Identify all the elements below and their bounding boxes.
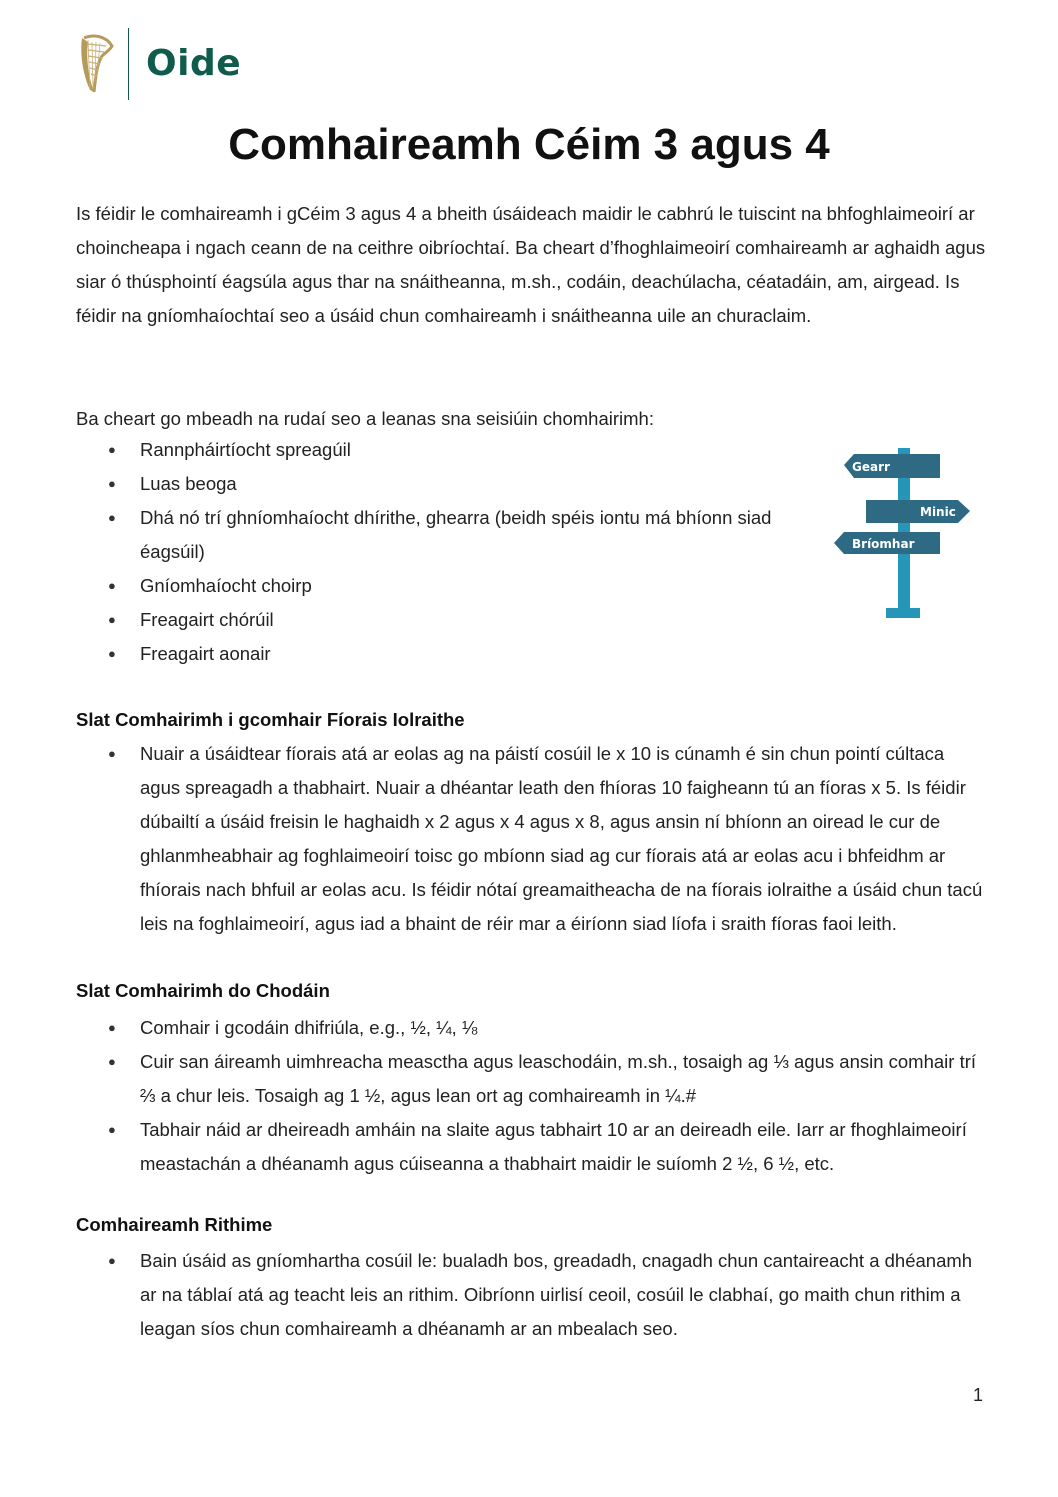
list-item: ● Comhair i gcodáin dhifriúla, e.g., ½, ¼, ⅛	[76, 1011, 986, 1045]
page-number: 1	[972, 1385, 983, 1405]
list-item: ● Tabhair náid ar dheireadh amháin na slaite agus tabhairt 10 ar an deireadh eile. Iarr ar fhoghlaimeoirí meastachán a dhéanamh agus cúiseanna a thabhairt maidir le suíomh 2 ½, 6 ½, etc.	[76, 1113, 986, 1181]
list-item: ● Freagairt aonair	[76, 637, 816, 671]
harp-icon	[76, 32, 116, 96]
section-list-fractions	[76, 1011, 986, 1181]
list-item: ● Gníomhaíocht choirp	[76, 569, 816, 603]
list-item: ● Rannpháirtíocht spreagúil	[76, 433, 816, 467]
session-lead-text: Ba cheart go mbeadh na rudaí seo a leanas sna seisiúin chomhairimh:	[76, 408, 654, 429]
section-heading-rhythm: Comhaireamh Rithime	[76, 1214, 273, 1235]
list-item: ● Luas beoga	[76, 467, 816, 501]
section-list-rhythm	[76, 1244, 986, 1346]
signpost-label-minic: Minic	[920, 505, 956, 519]
session-list	[76, 433, 816, 671]
signpost-label-briomhar: Bríomhar	[852, 537, 915, 551]
logo-divider	[128, 28, 129, 100]
section-list-multiplication	[76, 737, 986, 941]
section-heading-multiplication: Slat Comhairimh i gcomhair Fíorais Iolraithe	[76, 709, 465, 730]
page-title: Comhaireamh Céim 3 agus 4	[228, 120, 830, 169]
list-item: ● Dhá nó trí ghníomhaíocht dhírithe, ghearra (beidh spéis iontu má bhíonn siad éagsúil)	[76, 501, 816, 569]
logo-text: Oide	[146, 43, 242, 84]
list-item: ● Bain úsáid as gníomhartha cosúil le: bualadh bos, greadadh, cnagadh chun cantaireacht a dhéanamh ar na táblaí atá ag teacht leis an rithim. Oibríonn uirlisí ceoil, cosúil le clabhaí, go maith chun rithim a leagan síos chun comhaireamh a dhéanamh ar an mbealach seo.	[76, 1244, 986, 1346]
list-item: ● Nuair a úsáidtear fíorais atá ar eolas ag na páistí cosúil le x 10 is cúnamh é sin chun pointí cúltaca agus spreagadh a thabhairt. Nuair a dhéantar leath den fhíoras 10 faigheann tú an fíoras x 5. Is féidir dúbailtí a úsáid freisin le haghaidh x 2 agus x 4 agus x 8, agus ansin ní bhíonn an oiread le cur de ghlanmheabhair ag foghlaimeoirí toisc go mbíonn siad ag cur fíorais atá ar eolas acu i bhfeidhm ar fhíorais nach bhfuil ar eolas acu. Is féidir nótaí greamaitheacha de na fíorais iolraithe a úsáid chun tacú leis na foghlaimeoirí, agus iad a bhaint de réir mar a éiríonn siad líofa i sraith fíoras faoi leith.	[76, 737, 986, 941]
list-item: ● Freagairt chórúil	[76, 603, 816, 637]
intro-paragraph: Is féidir le comhaireamh i gCéim 3 agus 4 a bheith úsáideach maidir le cabhrú le tuiscint na bhfoghlaimeoirí ar choincheapa i ngach ceann de na ceithre oibríochtaí. Ba cheart d’fhoghlaimeoirí comhaireamh ar aghaidh agus siar ó thúsphointí éagsúla agus thar na snáitheanna, m.sh., codáin, deachúlacha, céatadáin, am, airgead. Is féidir na gníomhaíochtaí seo a úsáid chun comhaireamh i snáitheanna uile an churaclaim.	[76, 203, 986, 326]
list-item: ● Cuir san áireamh uimhreacha measctha agus leaschodáin, m.sh., tosaigh ag ⅓ agus ansin comhair trí ⅔ a chur leis. Tosaigh ag 1 ½, agus lean ort ag comhaireamh in ¼.#	[76, 1045, 986, 1113]
section-heading-fractions: Slat Comhairimh do Chodáin	[76, 980, 330, 1001]
signpost-label-gearr: Gearr	[852, 460, 890, 474]
signpost-illustration	[830, 448, 975, 624]
